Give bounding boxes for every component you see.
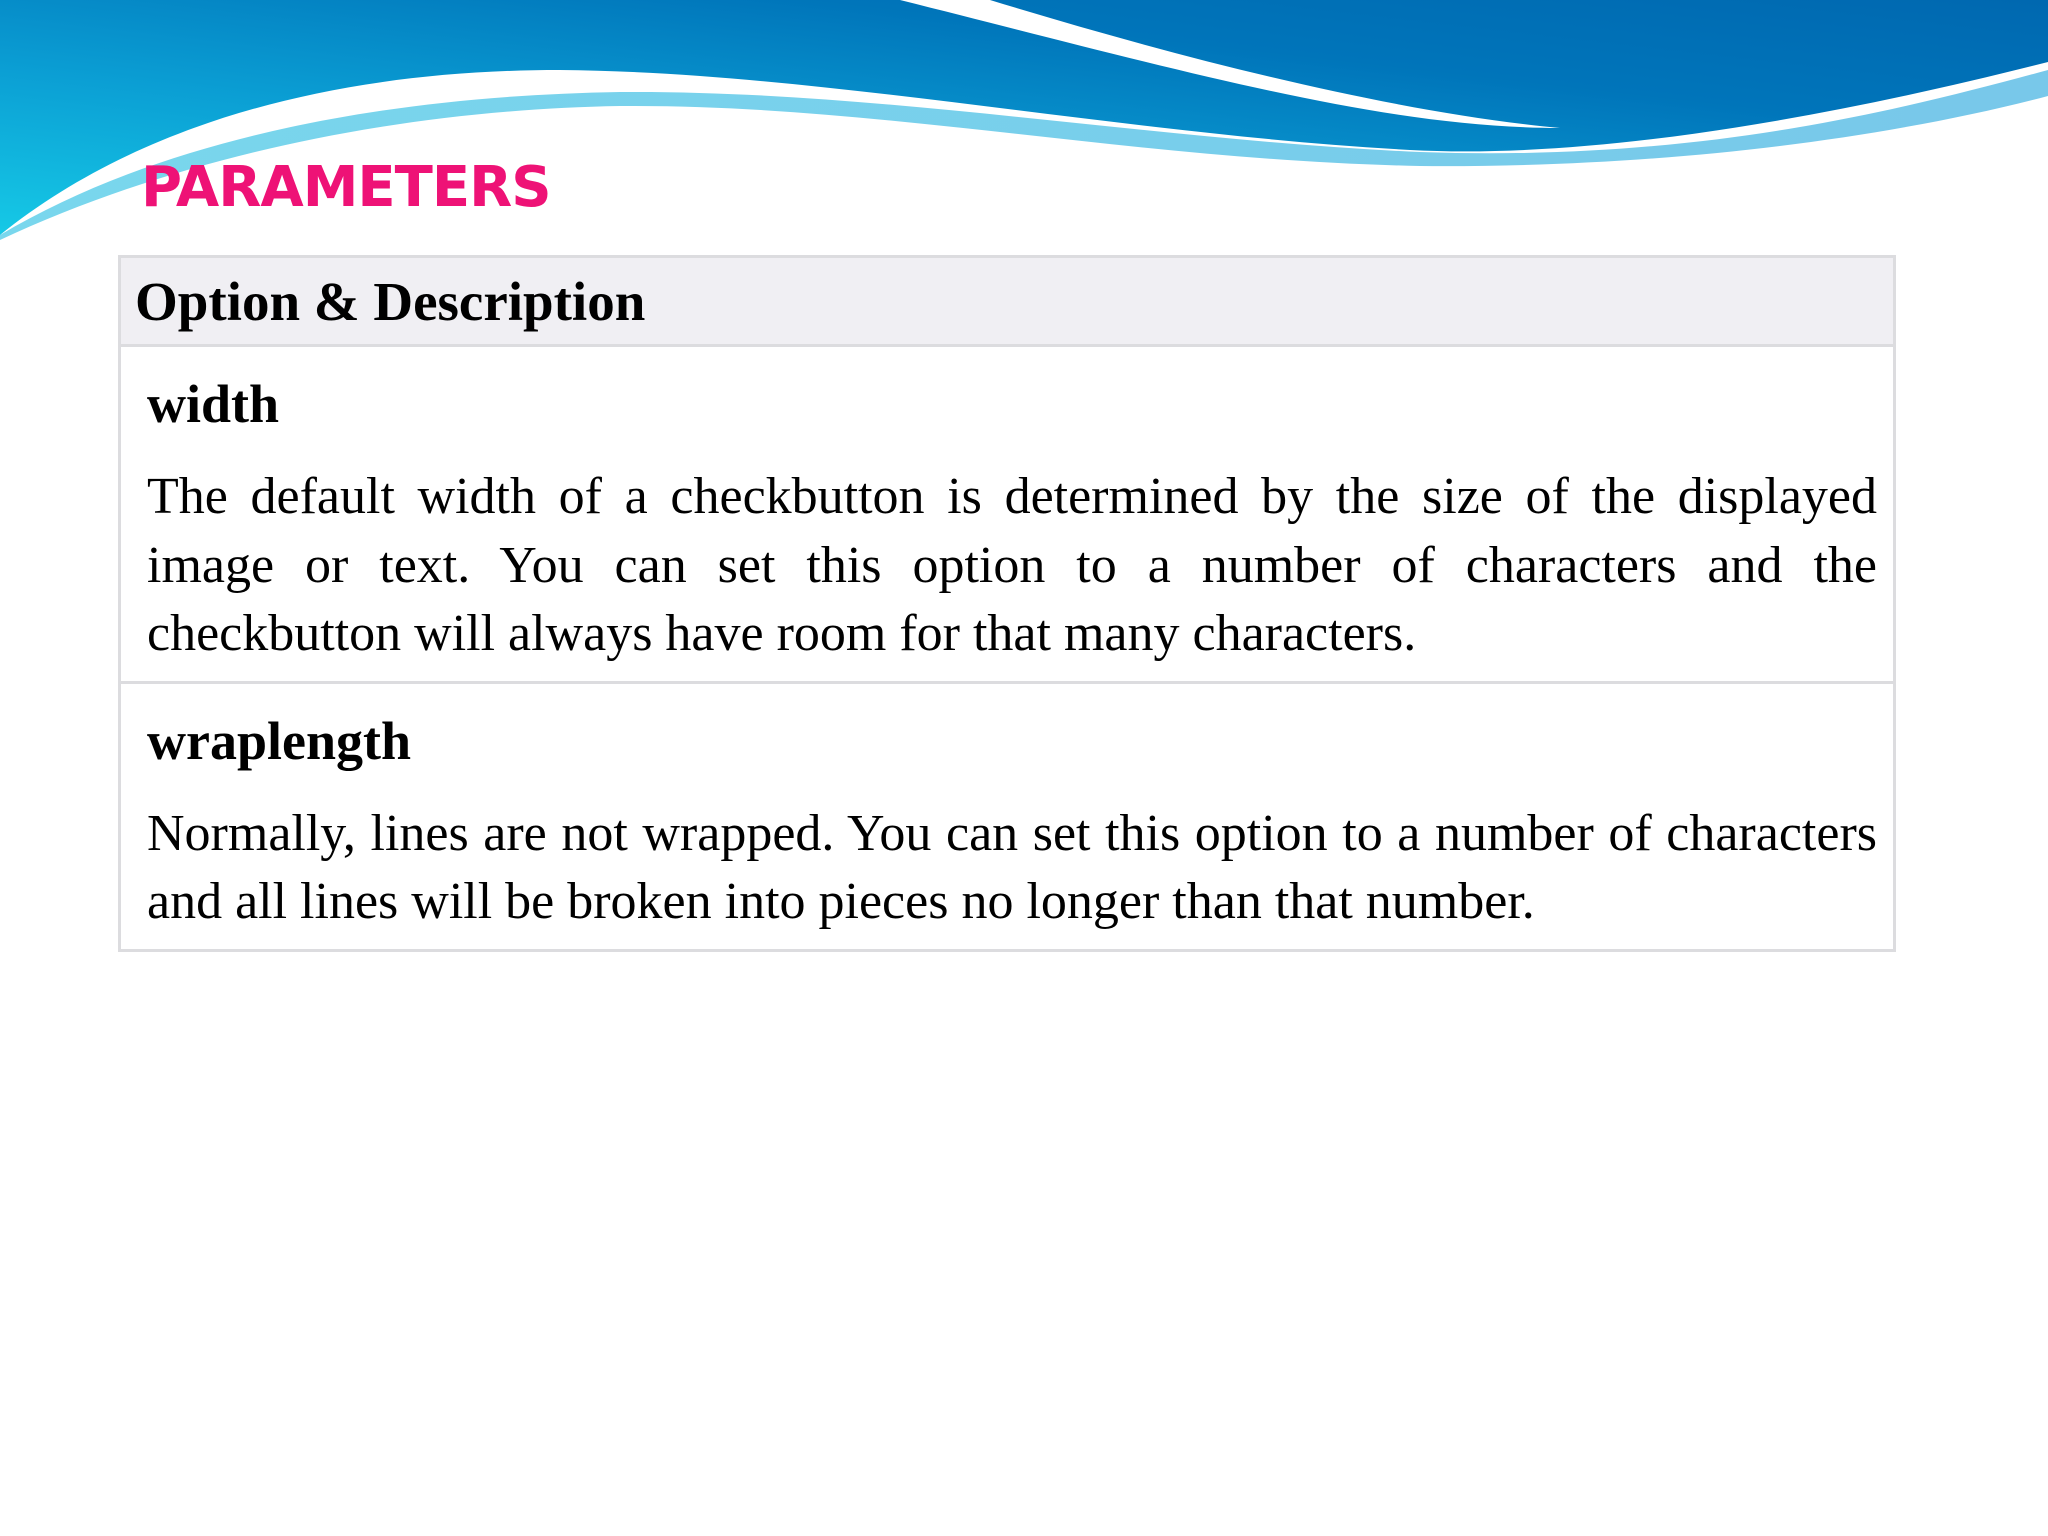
table-cell-width <box>120 346 1895 683</box>
option-description: The default width of a checkbutton is determined by the size of the displayed image or text. You can set this option to a number of characters and the checkbutton will always have room for that many characters. <box>147 468 1877 662</box>
page-title: PARAMETERS <box>141 155 551 220</box>
table-header-cell: Option & Description <box>120 257 1895 346</box>
option-description: Normally, lines are not wrapped. You can set this option to a number of characters and all lines will be broken into pieces no longer than that number. <box>147 804 1877 930</box>
option-name: wraplength <box>147 710 412 771</box>
table-row <box>120 682 1895 950</box>
parameters-table <box>118 255 1896 952</box>
option-name: width <box>147 374 280 434</box>
table-row <box>120 346 1895 683</box>
table-header-row <box>120 257 1895 346</box>
table-cell-wraplength <box>120 682 1895 950</box>
